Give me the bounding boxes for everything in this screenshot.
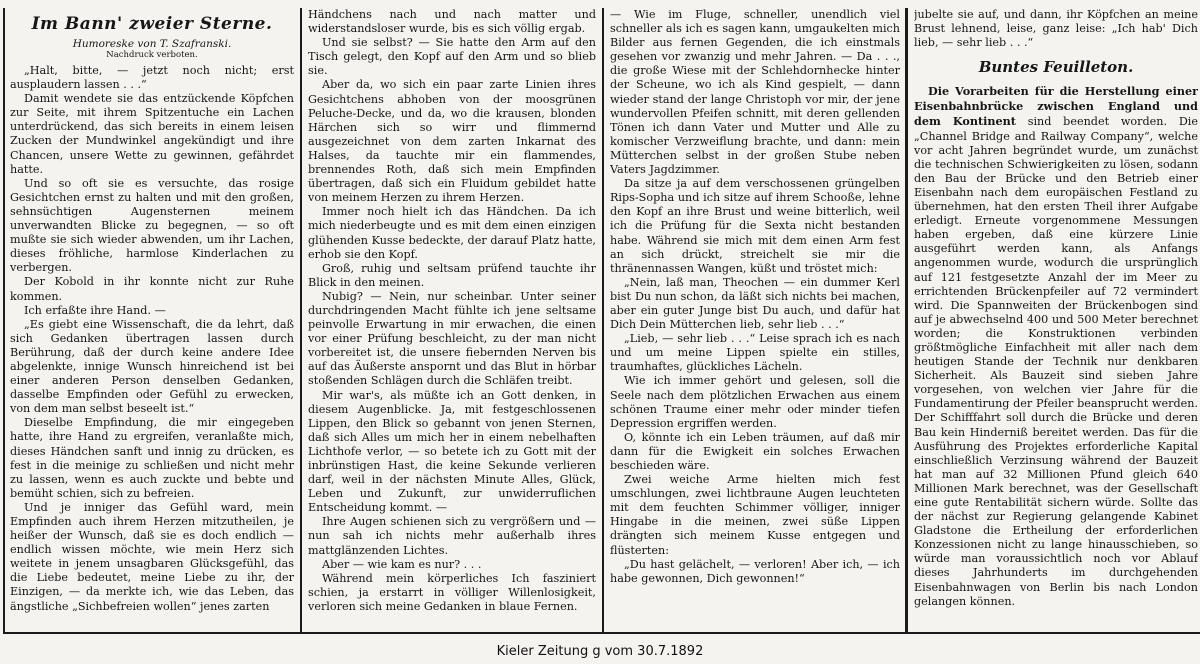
story-column-3 [610,8,900,632]
scan-caption: Kieler Zeitung g vom 30.7.1892 [496,644,704,659]
story-ending: jubelte sie auf, und dann, ihr Köpfchen an meine Brust lehnend, leise, ganz leise: „Ich hab' Dich lieb, — sehr lieb . . .“ [914,8,1198,50]
paragraph: Mir war's, als müßte ich an Gott denken, in diesem Augenblicke. Ja, mit festgeschlossenen Lippen, den Blick so gebannt von jenen Sternen, daß sich Alles um mich her in einem nebelhaften Lichthofe verlor, — so betete ich zu Gott mit der inbrünstigen Hast, die keine Sekunde verlieren darf, weil in der nächsten Minute Alles, Glück, Leben und Zukunft, zur unwiderruflichen Entscheidung kommt. — [308,388,596,515]
column-rule [300,8,302,633]
paragraph: „Du hast gelächelt, — verloren! Aber ich, — ich habe gewonnen, Dich gewonnen!“ [610,557,900,585]
paragraph: Groß, ruhig und seltsam prüfend tauchte ihr Blick in den meinen. [308,261,596,289]
paragraph: Und so oft sie es versuchte, das rosige Gesichtchen ernst zu halten und mit den großen, sehnsüchtigen Augensternen meinem unverwandten Blicke zu begegnen, — so oft mußte sie sich wieder abwenden, um ihr Lachen, dieses fröhliche, harmlose Kinderlachen zu verbergen. [10,176,294,275]
feuilleton-heading: Buntes Feuilleton. [978,58,1134,77]
paragraph: „Lieb, — sehr lieb . . .“ Leise sprach ich es nach und um meine Lippen spielte ein stilles, traumhaftes, glückliches Lächeln. [610,332,900,374]
paragraph: Händchens nach und nach matter und widerstandsloser wurde, bis es sich völlig ergab. [308,8,596,36]
paragraph: Da sitze ja auf dem verschossenen grüngelben Rips-Sopha und ich sitze auf ihrem Schooße, lehne den Kopf an ihre Brust und weine bitterlich, weil ich die Prüfung für die Sexta nicht bestanden habe. Während sie mich mit dem einen Arm fest an sich drückt, streichelt sie mir die thränennassen Wangen, küßt und tröstet mich: [610,177,900,275]
story-byline: Humoreske von T. Szafranski. [72,38,232,50]
paragraph: Der Kobold in ihr konnte nicht zur Ruhe kommen. [10,275,294,303]
column-rule [905,8,908,633]
paragraph: Und je inniger das Gefühl ward, mein Empfinden auch ihrem Herzen mitzutheilen, je heißer der Wunsch, daß sie es doch endlich — endlich wissen möchte, wie mein Herz sich weitete in jenem unsagbaren Glücksgefühl, das die Liebe bedeutet, meine Liebe zu ihr, der Einzigen, — da merkte ich, wie das Leben, das ängstliche „Sichbefreien wollen“ jenes zarten [10,500,294,613]
story-title: Im Bann' zweier Sterne. [31,14,273,34]
story-column-2 [308,8,596,632]
paragraph: „Halt, bitte, — jetzt noch nicht; erst ausplaudern lassen . . .“ [10,64,294,92]
paragraph: Aber — wie kam es nur? . . . [322,557,482,571]
paragraph: „Nein, laß man, Theochen — ein dummer Kerl bist Du nun schon, da läßt sich nichts bei machen, aber ein guter Junge bist Du auch, und dafür hat Dich Dein Mütterchen lieb, sehr lieb . . .“ [610,275,900,332]
paragraph: Wie ich immer gehört und gelesen, soll die Seele nach dem plötzlichen Erwachen aus einem schönen Traume einer mehr oder minder tiefen Depression ergriffen werden. [610,374,900,430]
paragraph: Nubig? — Nein, nur scheinbar. Unter seiner durchdringenden Macht fühlte ich jene seltsame peinvolle Erwartung in mir erwachen, die einen vor einer Prüfung beschleicht, zu der man nicht vorbereitet ist, die unsere fiebernden Nerven bis auf das Äußerste anspornt und das Blut in hörbar stoßenden Schlägen durch die Schläfen treibt. [308,289,596,388]
feuilleton-lead: Die Vorarbeiten für die Herstellung einer Eisenbahnbrücke zwischen England und dem Kontinent [914,84,1198,129]
reprint-notice: Nachdruck verboten. [106,50,198,60]
paragraph: Ich erfaßte ihre Hand. — [24,303,166,317]
paragraph: — Wie im Fluge, schneller, unendlich viel schneller als ich es sagen kann, umgaukelten mich Bilder aus fernen Gegenden, die ich einstmals gesehen vor zwanzig und mehr Jahren. — Da . . ., die große Wiese mit der Schlehdornhecke hinter der Scheune, wo ich als Kind gespielt, — dann wieder stand der lange Christoph vor mir, der jene wundervollen Pfeifen schnitt, mit deren gellenden Tönen ich dann Vater und Mutter und Alle zu komischer Verzweiflung brachte, und dann: mein Mütterchen selbst in der großen Stube neben Vaters Jagdzimmer. [610,8,900,177]
bottom-rule [3,632,1200,634]
column-rule [3,8,5,633]
story-column-1 [10,8,294,632]
paragraph: O, könnte ich ein Leben träumen, auf daß mir dann für die Ewigkeit ein solches Erwachen beschieden wäre. [610,430,900,472]
paragraph: Zwei weiche Arme hielten mich fest umschlungen, zwei lichtbraune Augen leuchteten mit dem feuchten Schimmer völliger, inniger Hingabe in die meinen, zwei süße Lippen drängten sich meinem Kusse entgegen und flüsterten: [610,473,900,557]
feuilleton-body: sind beendet worden. Die „Channel Bridge and Railway Company“, welche vor acht Jahren begründet wurde, um zunächst die technischen Schwierigkeiten zu lösen, sodann den Bau der Brücke und den Betrieb einer Eisenbahn nach dem europäischen Festland zu übernehmen, hat den ersten Theil ihrer Aufgabe erledigt. Erneute vorgenommene Messungen haben ergeben, daß eine kürzere Linie ausgeführt werden kann, als Anfangs angenommen wurde, wodurch die ursprünglich auf 121 festgesetzte Anzahl der im Meer zu errichtenden Brückenpfeiler auf 72 vermindert wird. Die Spannweiten der Brückenbogen sind auf je abwechselnd 400 und 500 Meter berechnet worden; die Konstruktionen verbinden größtmögliche Einfachheit mit aller nach dem heutigen Stande der Technik nur denkbaren Sicherheit. Als Bauzeit sind sieben Jahre vorgesehen, von welchen vier Jahre für die Fundamentirung der Pfeiler beansprucht werden. Der Schifffahrt soll durch die Brücke und deren Bau kein Hinderniß bereitet werden. Das für die Ausführung des Projektes erforderliche Kapital einschließlich Verzinsung während der Bauzeit hat man auf 32 Millionen Pfund gleich 640 Millionen Mark berechnet, was der Gesellschaft eine gute Rentabilität sichern würde. Sollte das der nächst zur Regierung gelangende Kabinet Gladstone die Ertheilung der erforderlichen Konzessionen nicht zu lange hinausschieben, so würde man voraussichtlich noch vor Ablauf dieses Jahrhunderts im durchgehenden Eisenbahnwagen von Berlin bis nach London gelangen können. [914,115,1198,608]
paragraph: „Es giebt eine Wissenschaft, die da lehrt, daß sich Gedanken übertragen lassen durch Berührung, daß der durch keine andere Idee abgelenkte, innige Wunsch hinreichend ist bei einer anderen Person denselben Gedanken, dasselbe Empfinden oder Gefühl zu erwecken, von dem man selbst beseelt ist.“ [10,317,294,416]
paragraph: Damit wendete sie das entzückende Köpfchen zur Seite, mit ihrem Spitzentuche ein Lachen unterdrückend, das sich bereits in einem leisen Zucken der Mundwinkel angekündigt und ihre Chancen, unsere Wette zu gewinnen, gefährdet hatte. [10,92,294,176]
paragraph: Während mein körperliches Ich fasziniert schien, ja erstarrt in völliger Willenlosigkeit, verloren sich meine Gedanken in blaue Fernen. [308,571,596,613]
paragraph: Aber da, wo sich ein paar zarte Linien ihres Gesichtchens abhoben von der moosgrünen Peluche-Decke, und da, wo die krausen, blonden Härchen sich so wirr und flimmernd ausgezeichnet von dem zarten Inkarnat des Halses, da tauchte mir ein flammendes, brennendes Roth, daß sich mein Empfinden übertragen, daß sich ein Fluidum gebildet hatte von meinem Herzen zu ihrem Herzen. [308,78,596,205]
column-rule [602,8,604,633]
paragraph: Dieselbe Empfindung, die mir eingegeben hatte, ihre Hand zu ergreifen, veranlaßte mich, dieses Händchen sanft und innig zu drücken, es fest in die meinige zu schließen und nicht mehr zu lassen, wenn es auch zuckte und bebte und bemüht schien, sich zu befreien. [10,416,294,500]
paragraph: Und sie selbst? — Sie hatte den Arm auf den Tisch gelegt, den Kopf auf den Arm und so blieb sie. [308,36,596,78]
feuilleton-column [914,8,1198,632]
paragraph: Ihre Augen schienen sich zu vergrößern und — nun sah ich nichts mehr außerhalb ihres mattglänzenden Lichtes. [308,515,596,557]
paragraph: Immer noch hielt ich das Händchen. Da ich mich niederbeugte und es mit dem einen einzigen glühenden Kusse bedeckte, der darauf Platz hatte, erhob sie den Kopf. [308,205,596,261]
